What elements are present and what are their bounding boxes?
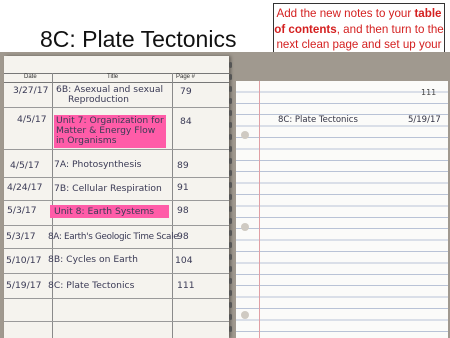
toc-title: 7A: Photosynthesis (54, 159, 142, 170)
toc-title: 6B: Asexual and sexual (56, 84, 164, 95)
callout-text-pre: Add the new notes to your (276, 7, 415, 20)
toc-page: 111 (177, 280, 195, 291)
toc-title: Unit 8: Earth Systems (54, 206, 155, 217)
toc-row (4, 249, 229, 274)
toc-date: 5/3/17 (7, 205, 37, 216)
toc-row (4, 111, 229, 150)
page-number: 111 (421, 88, 437, 97)
toc-title: 8B: Cycles on Earth (48, 254, 138, 265)
toc-page: 89 (177, 160, 189, 171)
callout-text-bold: table of contents (274, 7, 442, 36)
toc-header (4, 73, 229, 83)
toc-title: 8C: Plate Tectonics (48, 280, 135, 291)
toc-page: 91 (177, 182, 189, 193)
toc-date: 4/5/17 (17, 114, 47, 125)
page-margin-line (259, 81, 260, 338)
toc-page: 104 (175, 255, 193, 266)
toc-date: 5/19/17 (6, 280, 42, 291)
toc-row (4, 83, 229, 108)
notebook-spine (229, 62, 233, 338)
toc-date: 4/24/17 (7, 182, 43, 193)
table-of-contents-page (4, 56, 229, 338)
slide-title: 8C: Plate Tectonics (40, 26, 237, 52)
toc-row-empty (4, 322, 229, 338)
toc-page: 84 (180, 116, 192, 127)
toc-title-line2: Reproduction (68, 94, 129, 105)
toc-header-title: Title (107, 74, 119, 80)
toc-header-page: Page # (176, 74, 196, 80)
toc-date: 4/5/17 (10, 160, 40, 171)
page-date: 5/19/17 (408, 115, 441, 125)
page-title: 8C: Plate Tectonics (278, 115, 358, 125)
toc-title-line2: Matter & Energy Flow (56, 125, 156, 136)
toc-page: 79 (180, 86, 192, 97)
toc-header-date: Date (24, 74, 37, 80)
toc-row (4, 153, 229, 178)
notebook-photo (0, 52, 450, 338)
page-hole (241, 311, 249, 319)
toc-row (4, 178, 229, 201)
toc-date: 3/27/17 (13, 85, 49, 96)
toc-title: 7B: Cellular Respiration (54, 183, 162, 194)
toc-date: 5/10/17 (6, 255, 42, 266)
toc-row (4, 201, 229, 226)
toc-row (4, 226, 229, 249)
notebook-page (236, 81, 448, 338)
toc-title: Unit 7: Organization for (56, 115, 164, 126)
page-hole (241, 131, 249, 139)
toc-title-line3: in Organisms (56, 135, 117, 146)
page-hole (241, 223, 249, 231)
toc-date: 5/3/17 (6, 231, 36, 242)
toc-title: 8A: Earth's Geologic Time Scale (48, 232, 179, 242)
toc-row-empty (4, 299, 229, 322)
toc-row (4, 274, 229, 299)
callout-text-post: , and then turn to the next clean page and set up your (276, 22, 444, 51)
toc-page: 98 (177, 231, 189, 242)
toc-page: 98 (177, 205, 189, 216)
